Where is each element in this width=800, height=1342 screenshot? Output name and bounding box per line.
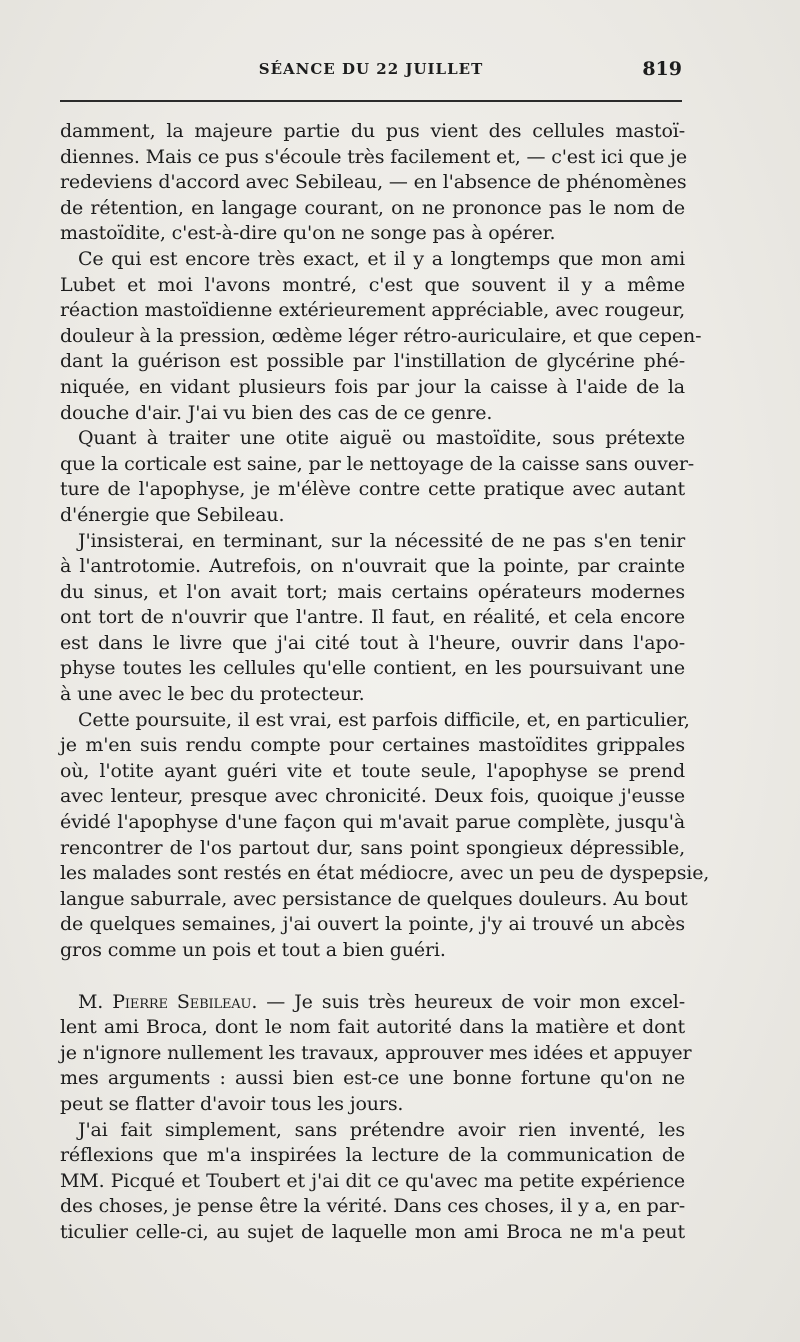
text-line: redeviens d'accord avec Sebileau, — en l'absence de phénomènes — [60, 171, 687, 194]
text-line: ture de l'apophyse, je m'élève contre cette pratique avec autant — [60, 478, 685, 501]
text-line: les malades sont restés en état médiocre, avec un peu de dyspepsie, — [60, 862, 710, 885]
text-line: J'insisterai, en terminant, sur la nécessité de ne pas s'en tenir — [78, 529, 685, 552]
text-line: physe toutes les cellules qu'elle contient, en les poursuivant une — [60, 657, 685, 680]
text-line: Cette poursuite, il est vrai, est parfois difficile, et, en particulier, — [78, 708, 690, 731]
text-line: de quelques semaines, j'ai ouvert la pointe, j'y ai trouvé un abcès — [60, 913, 685, 936]
text-line: à l'antrotomie. Autrefois, on n'ouvrait que la pointe, par crainte — [60, 555, 685, 578]
text-line: Lubet et moi l'avons montré, c'est que souvent il y a même — [60, 273, 685, 296]
text-line: douche d'air. J'ai vu bien des cas de ce genre. — [60, 401, 493, 424]
text-line: Quant à traiter une otite aiguë ou mastoïdite, sous prétexte — [78, 427, 685, 450]
text-line: du sinus, et l'on avait tort; mais certains opérateurs modernes — [60, 580, 685, 603]
text-line: langue saburrale, avec persistance de quelques douleurs. Au bout — [60, 887, 688, 910]
text-line: douleur à la pression, œdème léger rétro-auriculaire, et que cepen- — [60, 324, 702, 347]
text-line: à une avec le bec du protecteur. — [60, 683, 365, 706]
text-line: dant la guérison est possible par l'instillation de glycérine phé- — [60, 350, 685, 373]
page-header — [60, 60, 682, 90]
text-line: où, l'otite ayant guéri vite et toute seule, l'apophyse se prend — [60, 759, 685, 782]
text-line: réaction mastoïdienne extérieurement appréciable, avec rougeur, — [60, 299, 685, 322]
text-line: ticulier celle-ci, au sujet de laquelle mon ami Broca ne m'a peut — [60, 1220, 685, 1243]
text-line: rencontrer de l'os partout dur, sans point spongieux dépressible, — [60, 836, 685, 859]
text-line: réflexions que m'a inspirées la lecture de la communication de — [60, 1144, 685, 1167]
text-line: MM. Picqué et Toubert et j'ai dit ce qu'avec ma petite expérience — [60, 1169, 685, 1192]
text-line: diennes. Mais ce pus s'écoule très facilement et, — c'est ici que je — [60, 145, 687, 168]
text-line: ont tort de n'ouvrir que l'antre. Il faut, en réalité, et cela encore — [60, 606, 685, 629]
text-line: Ce qui est encore très exact, et il y a longtemps que mon ami — [78, 247, 685, 270]
text-line: mes arguments : aussi bien est-ce une bonne fortune qu'on ne — [60, 1067, 685, 1090]
text-line: avec lenteur, presque avec chronicité. Deux fois, quoique j'eusse — [60, 785, 685, 808]
speaker-line — [60, 990, 685, 1016]
text-line: est dans le livre que j'ai cité tout à l'heure, ouvrir dans l'apo- — [60, 631, 685, 654]
text-line: de rétention, en langage courant, on ne prononce pas le nom de — [60, 196, 685, 219]
section-gap — [60, 964, 685, 990]
text-line: je n'ignore nullement les travaux, approuver mes idées et appuyer — [60, 1041, 692, 1064]
text-line: évidé l'apophyse d'une façon qui m'avait parue complète, jusqu'à — [60, 811, 685, 834]
page-number: 819 — [642, 58, 682, 80]
body-text — [60, 119, 710, 1246]
text-line: niquée, en vidant plusieurs fois par jour la caisse à l'aide de la — [60, 375, 685, 398]
text-line: lent ami Broca, dont le nom fait autorité dans la matière et dont — [60, 1016, 685, 1039]
running-head: SÉANCE DU 22 JUILLET — [258, 60, 484, 78]
text-line: mastoïdite, c'est-à-dire qu'on ne songe pas à opérer. — [60, 222, 556, 245]
text-line: J'ai fait simplement, sans prétendre avoir rien inventé, les — [78, 1118, 685, 1141]
text-line: des choses, je pense être la vérité. Dans ces choses, il y a, en par- — [60, 1195, 685, 1218]
text-line: d'énergie que Sebileau. — [60, 503, 285, 526]
text-line: damment, la majeure partie du pus vient des cellules mastoï- — [60, 120, 685, 142]
speaker-text: — Je suis très heureux de voir mon excel- — [257, 990, 685, 1013]
text-line: que la corticale est saine, par le nettoyage de la caisse sans ouver- — [60, 452, 695, 475]
text-line: peut se flatter d'avoir tous les jours. — [60, 1092, 404, 1115]
header-rule — [60, 100, 682, 102]
speaker-name: M. Pierre Sebileau. — [78, 990, 258, 1013]
text-line: gros comme un pois et tout a bien guéri. — [60, 939, 446, 961]
text-line: je m'en suis rendu compte pour certaines mastoïdites grippales — [60, 734, 685, 757]
